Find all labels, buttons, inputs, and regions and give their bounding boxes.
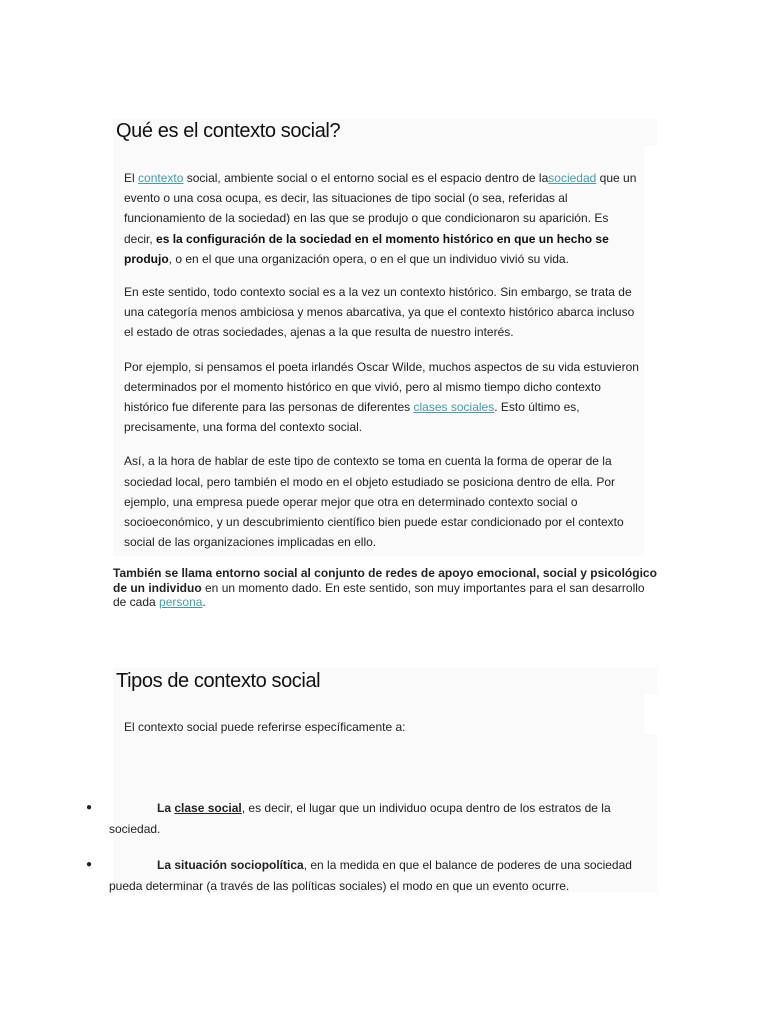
- list-item-clase-social: La clase social, es decir, el lugar que un individuo ocupa dentro de los estratos de la sociedad.: [109, 801, 611, 836]
- link-sociedad[interactable]: sociedad: [548, 171, 597, 185]
- page-title: Qué es el contexto social?: [116, 120, 341, 142]
- bullet-icon: ●: [86, 802, 93, 813]
- clase-social-term: clase social: [174, 801, 242, 815]
- list-item-situacion-sociopolitica: La situación sociopolítica, en la medida en que el balance de poderes de una sociedad pueda determinar (a través de las políticas sociales) el modo en que un evento ocurre.: [109, 858, 632, 893]
- paragraph-historic: En este sentido, todo contexto social es a la vez un contexto histórico. Sin embargo, se trata de una categoría menos ambiciosa y menos abarcativa, ya que el contexto histórico abarca incluso el estado de otras sociedades, ajenas a la que resulta de nuestro interés.: [124, 285, 635, 340]
- paragraph-definition: El contexto social, ambiente social o el entorno social es el espacio dentro de lasociedad que un evento o una cosa ocupa, es decir, las situaciones de tipo social (o sea, referidas al funcionamiento de la sociedad) en las que se produjo o que condicionaron su aparición. Es decir, es la configuración de la sociedad en el momento histórico en que un hecho se produjo, o en el que una organización opera, o en el que un individuo vivió su vida.: [124, 171, 637, 266]
- link-contexto[interactable]: contexto: [138, 171, 184, 185]
- section-title-tipos: Tipos de contexto social: [116, 670, 321, 692]
- definition-bold: es la configuración de la sociedad en el momento histórico en que un hecho se produjo: [124, 231, 609, 266]
- section1-content: [124, 168, 639, 552]
- bullet-icon: ●: [86, 859, 93, 870]
- note-entorno-social: También se llama entorno social al conjunto de redes de apoyo emocional, social y psicológico de un individuo en un momento dado. En este sentido, son muy importantes para el san desarrollo de cada persona.: [113, 566, 657, 609]
- link-persona[interactable]: persona: [159, 595, 203, 609]
- paragraph-operation: Así, a la hora de hablar de este tipo de contexto se toma en cuenta la forma de operar de la sociedad local, pero también el modo en el objeto estudiado se posiciona dentro de ella. Por ejemplo, una empresa puede operar mejor que otra en determinado contexto social o socioeconómico, y un descubrimiento científico bien puede estar condicionado por el contexto social de las organizaciones implicadas en ello.: [124, 454, 624, 550]
- paragraph-example: Por ejemplo, si pensamos el poeta irlandés Oscar Wilde, muchos aspectos de su vida estuvieron determinados por el momento histórico en que vivió, pero al mismo tiempo dicho contexto histórico fue diferente para las personas de diferentes clases sociales. Esto último es, precisamente, una forma del contexto social.: [124, 359, 639, 435]
- section2-intro: El contexto social puede referirse específicamente a:: [124, 720, 406, 734]
- link-clases-sociales[interactable]: clases sociales: [413, 400, 495, 415]
- note-bold: También se llama entorno social al conjunto de redes de apoyo emocional, social y psicológico de un individuo: [113, 566, 657, 595]
